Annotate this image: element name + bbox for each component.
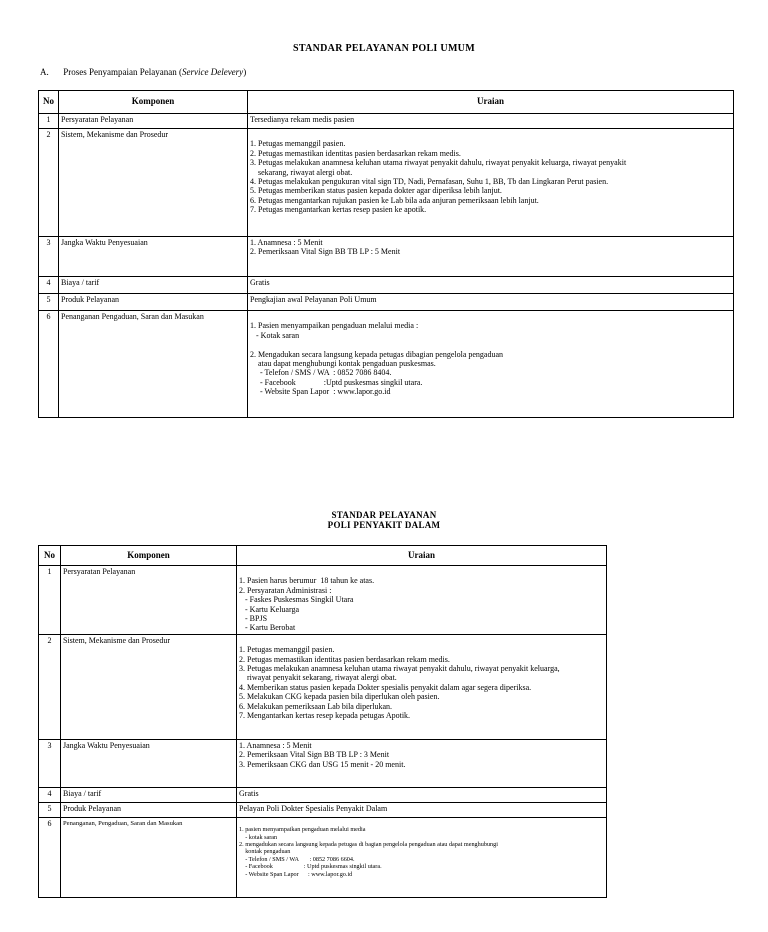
row-no: 2 (39, 634, 61, 739)
row-uraian: 1. Petugas memanggil pasien. 2. Petugas memastikan identitas pasien berdasarkan rekam medis. 3. Petugas melakukan anamnesa keluhan utama riwayat penyakit dahulu, riwayat penyakit keluarga, riwayat penyakit sekarang, riwayat alergi obat. 4. Petugas melakukan pengukuran vital sign TD, Nadi, Pernafasan, Suhu 1, BB, Tb dan Lingkaran Perut pasien. 5. Petugas memberikan status pasien kepada dokter agar diperiksa lebih lanjut. 6. Petugas mengantarkan rujukan pasien ke Lab bila ada anjuran pemeriksaan lebih lanjut. 7. Petugas mengantarkan kertas resep pasien ke apotik. (248, 129, 734, 237)
row-uraian: 1. Petugas memanggil pasien. 2. Petugas memastikan identitas pasien berdasarkan rekam medis. 3. Petugas melakukan anamnesa keluhan utama riwayat penyakit dahulu, riwayat penyakit keluarga, riwayat penyakit sekarang, riwayat alergi obat. 4. Memberikan status pasien kepada Dokter spesialis penyakit dalam agar segera diperiksa. 5. Melakukan CKG kepada pasien bila diperlukan oleh pasien. 6. Melakukan pemeriksaan Lab bila diperlukan. 7. Mengantarkan kertas resep kepada petugas Apotik. (237, 634, 607, 739)
table-row (39, 634, 607, 739)
row-uraian: Tersedianya rekam medis pasien (248, 114, 734, 129)
header-komponen: Komponen (61, 546, 237, 566)
row-no: 3 (39, 739, 61, 787)
section2-title-line2: POLI PENYAKIT DALAM (327, 520, 441, 530)
subheading-text: Proses Penyampaian Pelayanan ( (63, 67, 182, 77)
subheading-italic: Service Delevery (181, 67, 244, 77)
row-komponen: Penanganan Pengaduan, Saran dan Masukan (59, 311, 248, 418)
row-komponen: Jangka Waktu Penyesuaian (59, 237, 248, 277)
section2-title-line1: STANDAR PELAYANAN (331, 510, 437, 520)
header-no: No (39, 91, 59, 114)
table-row (39, 566, 607, 635)
table-row (39, 817, 607, 897)
row-no: 1 (39, 566, 61, 635)
row-uraian: 1. Pasien harus berumur 18 tahun ke atas. 2. Persyaratan Administrasi : - Faskes Puskesmas Singkil Utara - Kartu Keluarga - BPJS - Kartu Berobat (237, 566, 607, 635)
row-uraian: Gratis (237, 787, 607, 802)
table-row (39, 294, 734, 311)
row-komponen: Penanganan, Pengaduan, Saran dan Masukan (61, 817, 237, 897)
table-row (39, 277, 734, 294)
row-komponen: Persyaratan Pelayanan (59, 114, 248, 129)
table-header-row (39, 546, 607, 566)
header-uraian: Uraian (237, 546, 607, 566)
row-komponen: Sistem, Mekanisme dan Prosedur (59, 129, 248, 237)
table-row (39, 311, 734, 418)
subheading-suffix: ) (243, 67, 247, 77)
table-row (39, 129, 734, 237)
subheading-prefix: A. (40, 67, 49, 77)
row-uraian: Pengkajian awal Pelayanan Poli Umum (248, 294, 734, 311)
row-komponen: Biaya / tarif (61, 787, 237, 802)
row-komponen: Biaya / tarif (59, 277, 248, 294)
row-no: 2 (39, 129, 59, 237)
row-no: 4 (39, 787, 61, 802)
row-no: 4 (39, 277, 59, 294)
table-row (39, 787, 607, 802)
header-uraian: Uraian (248, 91, 734, 114)
row-uraian: 1. pasien menyampaikan pengaduan melalui media - kotak saran 2. mengadukan secara langsung kepada petugas di bagian pengelola pengaduan atau dapat menghubungi kontak pengaduan - Telefon / SMS / WA : 0852 7086 6604. - Facebook : Uptd puskesmas singkil utara. - Website Span Lapor : www.lapor.go.id (237, 817, 607, 897)
table-header-row (39, 91, 734, 114)
row-no: 6 (39, 817, 61, 897)
poli-penyakit-dalam-table (38, 545, 607, 898)
row-no: 5 (39, 294, 59, 311)
row-no: 1 (39, 114, 59, 129)
table-row (39, 802, 607, 817)
row-komponen: Sistem, Mekanisme dan Prosedur (61, 634, 237, 739)
table-row (39, 739, 607, 787)
row-komponen: Persyaratan Pelayanan (61, 566, 237, 635)
row-uraian: 1. Anamnesa : 5 Menit 2. Pemeriksaan Vital Sign BB TB LP : 3 Menit 3. Pemeriksaan CKG dan USG 15 menit - 20 menit. (237, 739, 607, 787)
section1-subheading (40, 67, 246, 77)
row-uraian: Gratis (248, 277, 734, 294)
row-uraian: 1. Anamnesa : 5 Menit 2. Pemeriksaan Vital Sign BB TB LP : 5 Menit (248, 237, 734, 277)
poli-umum-table (38, 90, 734, 418)
row-uraian: 1. Pasien menyampaikan pengaduan melalui media : - Kotak saran 2. Mengadukan secara langsung kepada petugas dibagian pengelola pengaduan atau dapat menghubungi kontak pengaduan puskesmas. - Telefon / SMS / WA : 0852 7086 8404. - Facebook :Uptd puskesmas singkil utara. - Website Span Lapor : www.lapor.go.id (248, 311, 734, 418)
row-komponen: Jangka Waktu Penyesuaian (61, 739, 237, 787)
table-row (39, 114, 734, 129)
header-komponen: Komponen (59, 91, 248, 114)
section1-title: STANDAR PELAYANAN POLI UMUM (293, 43, 475, 54)
row-no: 5 (39, 802, 61, 817)
header-no: No (39, 546, 61, 566)
row-komponen: Produk Pelayanan (61, 802, 237, 817)
row-no: 3 (39, 237, 59, 277)
row-no: 6 (39, 311, 59, 418)
row-komponen: Produk Pelayanan (59, 294, 248, 311)
table-row (39, 237, 734, 277)
row-uraian: Pelayan Poli Dokter Spesialis Penyakit Dalam (237, 802, 607, 817)
